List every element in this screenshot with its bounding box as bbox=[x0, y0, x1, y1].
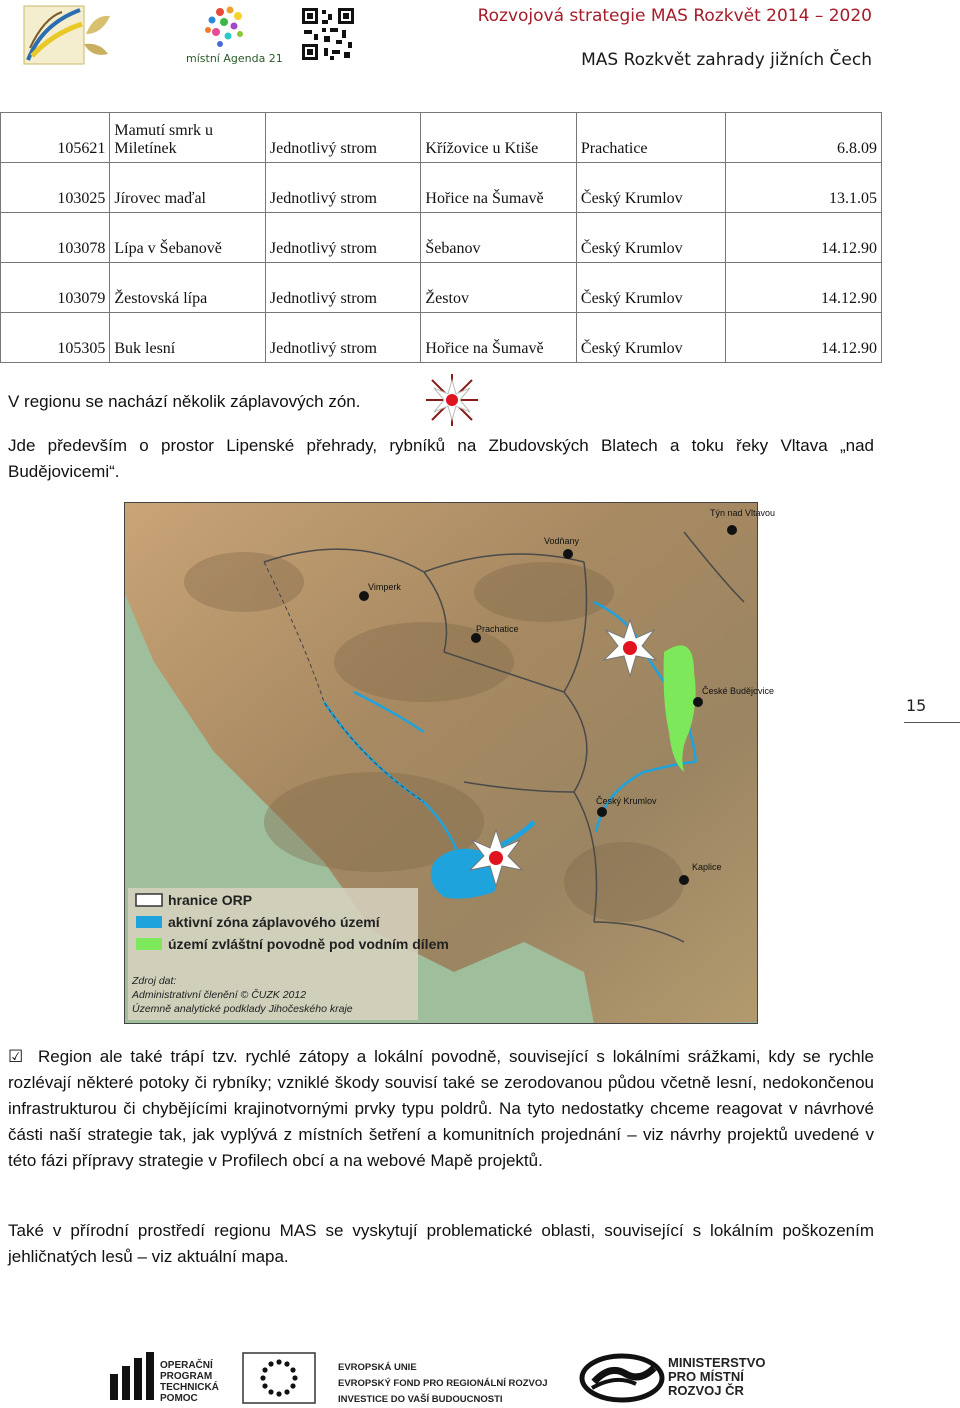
table-row bbox=[1, 263, 882, 313]
tree-date: 14.12.90 bbox=[726, 263, 882, 313]
map-source: Administrativní členění © ČUZK 2012 bbox=[132, 989, 307, 1001]
mmr-label bbox=[668, 1356, 766, 1398]
tree-id: 105305 bbox=[1, 313, 110, 363]
map-town-label: Prachatice bbox=[476, 624, 519, 634]
table-row bbox=[1, 163, 882, 213]
tree-date: 14.12.90 bbox=[726, 313, 882, 363]
mmr-logo bbox=[580, 1352, 664, 1404]
tree-place: Šebanov bbox=[421, 213, 577, 263]
eu-label-line: EVROPSKÁ UNIE bbox=[338, 1362, 417, 1373]
tree-place: Hořice na Šumavě bbox=[421, 163, 577, 213]
map-town-label: Vimperk bbox=[368, 582, 401, 592]
map-town-label: Český Krumlov bbox=[596, 796, 657, 806]
map-town-label: Týn nad Vltavou bbox=[710, 508, 776, 518]
tree-id: 103025 bbox=[1, 163, 110, 213]
eu-label-line: INVESTICE DO VAŠÍ BUDOUCNOSTI bbox=[338, 1394, 503, 1405]
forest-damage-paragraph: Také v přírodní prostředí regionu MAS se vyskytují problematické oblasti, související s lokálním poškozením jehličnatých lesů – viz aktuální mapa. bbox=[8, 1221, 874, 1266]
tree-district: Český Krumlov bbox=[576, 213, 726, 263]
tree-name: Mamutí smrk u Miletínek bbox=[110, 113, 266, 163]
agenda-21-label: místní Agenda 21 bbox=[186, 52, 283, 65]
table-row bbox=[1, 113, 882, 163]
flood-zone-map bbox=[124, 502, 776, 1024]
checkbox-icon: ☑ bbox=[8, 1047, 24, 1066]
optp-label-line: PROGRAM bbox=[160, 1371, 213, 1382]
page-number: 15 bbox=[906, 696, 927, 715]
map-town-label: České Budějovice bbox=[702, 686, 775, 696]
tree-district: Prachatice bbox=[576, 113, 726, 163]
tree-district: Český Krumlov bbox=[576, 263, 726, 313]
map-town-label: Vodňany bbox=[544, 536, 580, 546]
optp-label bbox=[160, 1360, 219, 1404]
mmr-label-line: PRO MÍSTNÍ bbox=[668, 1369, 744, 1384]
page-number-rule bbox=[904, 722, 960, 723]
tree-name: Jírovec maďal bbox=[110, 163, 266, 213]
optp-label-line: POMOC bbox=[160, 1393, 198, 1404]
starburst-marker-icon bbox=[422, 372, 482, 428]
tree-date: 14.12.90 bbox=[726, 213, 882, 263]
eu-flag-icon bbox=[242, 1352, 316, 1404]
legend-label: území zvláštní povodně pod vodním dílem bbox=[168, 936, 449, 952]
map-source: Územně analytické podklady Jihočeského kraje bbox=[132, 1003, 353, 1015]
tree-type: Jednotlivý strom bbox=[265, 313, 421, 363]
map-town-label: Kaplice bbox=[692, 862, 722, 872]
tree-date: 6.8.09 bbox=[726, 113, 882, 163]
eu-label-line: EVROPSKÝ FOND PRO REGIONÁLNÍ ROZVOJ bbox=[338, 1378, 548, 1389]
document-subtitle: MAS Rozkvět zahrady jižních Čech bbox=[581, 50, 872, 70]
tree-type: Jednotlivý strom bbox=[265, 213, 421, 263]
mmr-label-line: MINISTERSTVO bbox=[668, 1355, 766, 1370]
tree-type: Jednotlivý strom bbox=[265, 163, 421, 213]
tree-district: Český Krumlov bbox=[576, 163, 726, 213]
tree-id: 103079 bbox=[1, 263, 110, 313]
table-row bbox=[1, 213, 882, 263]
tree-place: Hořice na Šumavě bbox=[421, 313, 577, 363]
tree-name: Žestovská lípa bbox=[110, 263, 266, 313]
tree-id: 105621 bbox=[1, 113, 110, 163]
optp-label-line: TECHNICKÁ bbox=[160, 1382, 219, 1393]
tree-type: Jednotlivý strom bbox=[265, 263, 421, 313]
eu-label bbox=[338, 1360, 548, 1408]
tree-id: 103078 bbox=[1, 213, 110, 263]
flood-zones-detail: Jde především o prostor Lipenské přehrady, rybníků na Zbudovských Blatech a toku řeky Vltava „nad Budějovicemi“. bbox=[8, 436, 874, 481]
legend-label: hranice ORP bbox=[168, 892, 253, 908]
tree-district: Český Krumlov bbox=[576, 313, 726, 363]
flood-zones-intro: V regionu se nachází několik záplavových zón. bbox=[8, 392, 361, 411]
tree-place: Křížovice u Ktiše bbox=[421, 113, 577, 163]
mmr-label-line: ROZVOJ ČR bbox=[668, 1383, 744, 1398]
legend-label: aktivní zóna záplavového území bbox=[168, 914, 380, 930]
qr-code bbox=[300, 6, 356, 62]
document-title: Rozvojová strategie MAS Rozkvět 2014 – 2020 bbox=[477, 6, 872, 26]
map-source: Zdroj dat: bbox=[132, 975, 177, 987]
tree-place: Žestov bbox=[421, 263, 577, 313]
mas-rozkvet-logo bbox=[22, 4, 114, 68]
optp-label-line: OPERAČNÍ bbox=[160, 1360, 213, 1371]
flash-floods-text: Region ale také trápí tzv. rychlé zátopy a lokální povodně, související s lokálními srážkami, kdy se rychle rozlévají některé potoky či rybníky; vzniklé škody souvisí také se zerodovanou půdou včetně lesní, nedokončenou infrastrukturou či chybějícími krajinotvornými prvky typu poldrů. Na tyto nedostatky chceme reagovat v návrhové části naší strategie tak, jak vyplývá z místních šetření a komunitních projednání – viz návrhy projektů uvedené v této fázi přípravy strategie v Profilech obcí a na webové Mapě projektů. bbox=[8, 1047, 874, 1170]
memorable-trees-table bbox=[0, 112, 882, 363]
flash-floods-paragraph bbox=[8, 1044, 874, 1174]
tree-date: 13.1.05 bbox=[726, 163, 882, 213]
table-row bbox=[1, 313, 882, 363]
tree-name: Lípa v Šebanově bbox=[110, 213, 266, 263]
tree-type: Jednotlivý strom bbox=[265, 113, 421, 163]
tree-name: Buk lesní bbox=[110, 313, 266, 363]
